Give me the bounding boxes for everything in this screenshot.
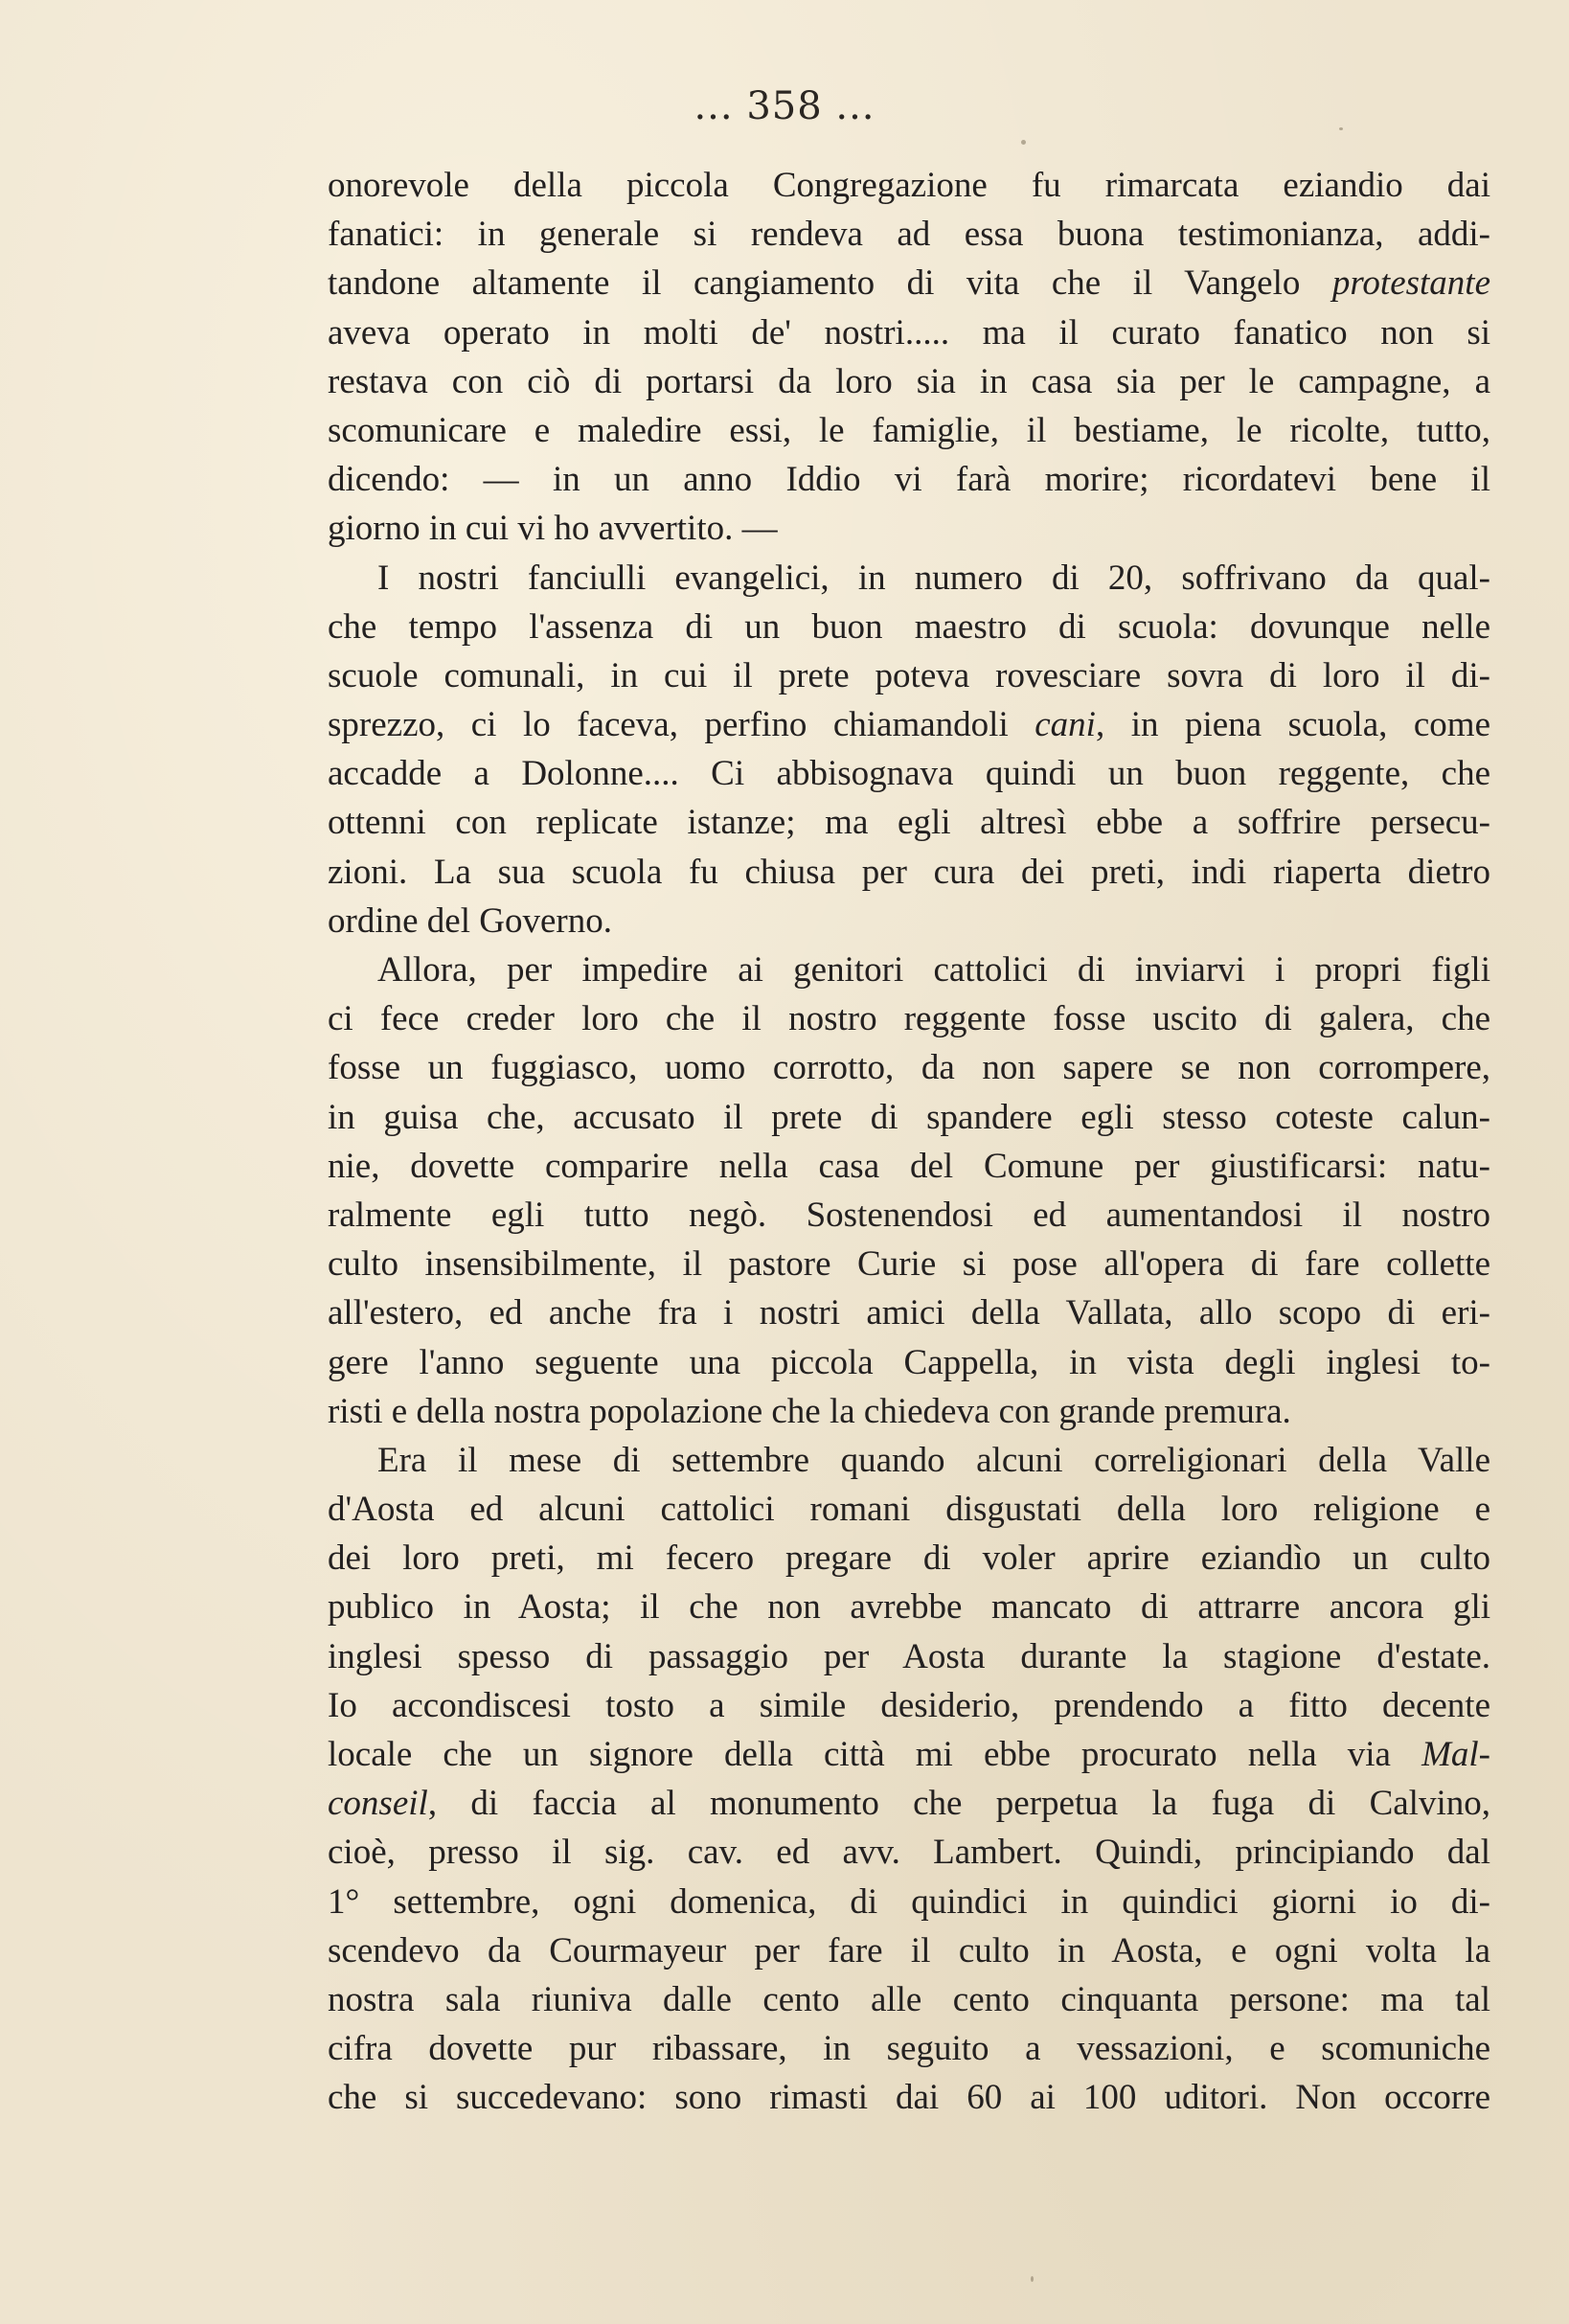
- text-line: 1° settembre, ogni domenica, di quindici in quindici giorni io di-: [328, 1881, 1490, 1922]
- italic-word: conseil: [328, 1784, 428, 1824]
- text-line: Era il mese di settembre quando alcuni correligionari della Valle: [377, 1440, 1490, 1480]
- text-line: aveva operato in molti de' nostri..... ma il curato fanatico non si: [328, 312, 1490, 353]
- text-line: zioni. La sua scuola fu chiusa per cura dei preti, indi riaperta dietro: [328, 852, 1490, 892]
- italic-word: cani: [1035, 705, 1096, 745]
- text-line: restava con ciò di portarsi da loro sia in casa sia per le campagne, a: [328, 361, 1490, 401]
- text-line: che si succedevano: sono rimasti dai 60 ai 100 uditori. Non occorre: [328, 2078, 1490, 2118]
- text-line: ordine del Governo.: [328, 900, 612, 941]
- text-line: ci fece creder loro che il nostro reggente fosse uscito di galera, che: [328, 999, 1490, 1039]
- text-line: in guisa che, accusato il prete di spandere egli stesso coteste calun-: [328, 1097, 1490, 1137]
- text-line: che tempo l'assenza di un buon maestro di scuola: dovunque nelle: [328, 606, 1490, 647]
- text-line: giorno in cui vi ho avvertito. —: [328, 509, 778, 549]
- text-line: Io accondiscesi tosto a simile desiderio, prendendo a fitto decente: [328, 1685, 1490, 1725]
- text-line: sprezzo, ci lo faceva, perfino chiamandoli cani, in piena scuola, come: [328, 705, 1490, 745]
- text-line: scendevo da Courmayeur per fare il culto in Aosta, e ogni volta la: [328, 1930, 1490, 1971]
- text-line: dicendo: — in un anno Iddio vi farà morire; ricordatevi bene il: [328, 460, 1490, 500]
- text-line: risti e della nostra popolazione che la chiedeva con grande premura.: [328, 1391, 1291, 1431]
- text-line: fosse un fuggiasco, uomo corrotto, da non sapere se non corrompere,: [328, 1048, 1490, 1088]
- text-line: cioè, presso il sig. cav. ed avv. Lambert. Quindi, principiando dal: [328, 1833, 1490, 1873]
- text-line: dei loro preti, mi fecero pregare di voler aprire eziandìo un culto: [328, 1538, 1490, 1579]
- text-line: I nostri fanciulli evangelici, in numero di 20, soffrivano da qual-: [377, 558, 1490, 598]
- text-line: fanatici: in generale si rendeva ad essa buona testimonianza, addi-: [328, 215, 1490, 255]
- text-line: locale che un signore della città mi ebbe procurato nella via Mal-: [328, 1735, 1490, 1774]
- italic-word: Mal-: [1421, 1735, 1490, 1774]
- text-line: culto insensibilmente, il pastore Curie si pose all'opera di fare collette: [328, 1244, 1490, 1285]
- text-line: d'Aosta ed alcuni cattolici romani disgustati della loro religione e: [328, 1490, 1490, 1530]
- text-line: accadde a Dolonne.... Ci abbisognava quindi un buon reggente, che: [328, 754, 1490, 794]
- paper-speck: [1021, 140, 1026, 145]
- italic-word: protestante: [1331, 263, 1490, 304]
- text-line: conseil, di faccia al monumento che perpetua la fuga di Calvino,: [328, 1784, 1490, 1824]
- paper-speck: [1339, 127, 1343, 130]
- text-line: nostra sala riuniva dalle cento alle cento cinquanta persone: ma tal: [328, 1979, 1490, 2019]
- text-line: cifra dovette pur ribassare, in seguito a vessazioni, e scomuniche: [328, 2029, 1490, 2069]
- text-line: onorevole della piccola Congregazione fu rimarcata eziandio dai: [328, 166, 1490, 205]
- text-line: tandone altamente il cangiamento di vita che il Vangelo protestante: [328, 263, 1490, 304]
- text-line: ralmente egli tutto negò. Sostenendosi ed aumentandosi il nostro: [328, 1195, 1490, 1235]
- text-line: scuole comunali, in cui il prete poteva rovesciare sovra di loro il di-: [328, 655, 1490, 695]
- text-line: publico in Aosta; il che non avrebbe mancato di attrarre ancora gli: [328, 1587, 1490, 1628]
- text-line: scomunicare e maledire essi, le famiglie, il bestiame, le ricolte, tutto,: [328, 410, 1490, 450]
- text-line: ottenni con replicate istanze; ma egli altresì ebbe a soffrire persecu-: [328, 803, 1490, 843]
- text-line: inglesi spesso di passaggio per Aosta durante la stagione d'estate.: [328, 1636, 1490, 1676]
- text-line: Allora, per impedire ai genitori cattolici di inviarvi i propri figli: [377, 950, 1490, 990]
- text-line: gere l'anno seguente una piccola Cappella, in vista degli inglesi to-: [328, 1342, 1490, 1382]
- text-line: all'estero, ed anche fra i nostri amici della Vallata, allo scopo di eri-: [328, 1293, 1490, 1333]
- paper-speck: [1031, 2276, 1034, 2282]
- text-line: nie, dovette comparire nella casa del Comune per giustificarsi: natu-: [328, 1146, 1490, 1186]
- page-number: ... 358 ...: [694, 84, 875, 128]
- body-text: [328, 161, 1490, 2123]
